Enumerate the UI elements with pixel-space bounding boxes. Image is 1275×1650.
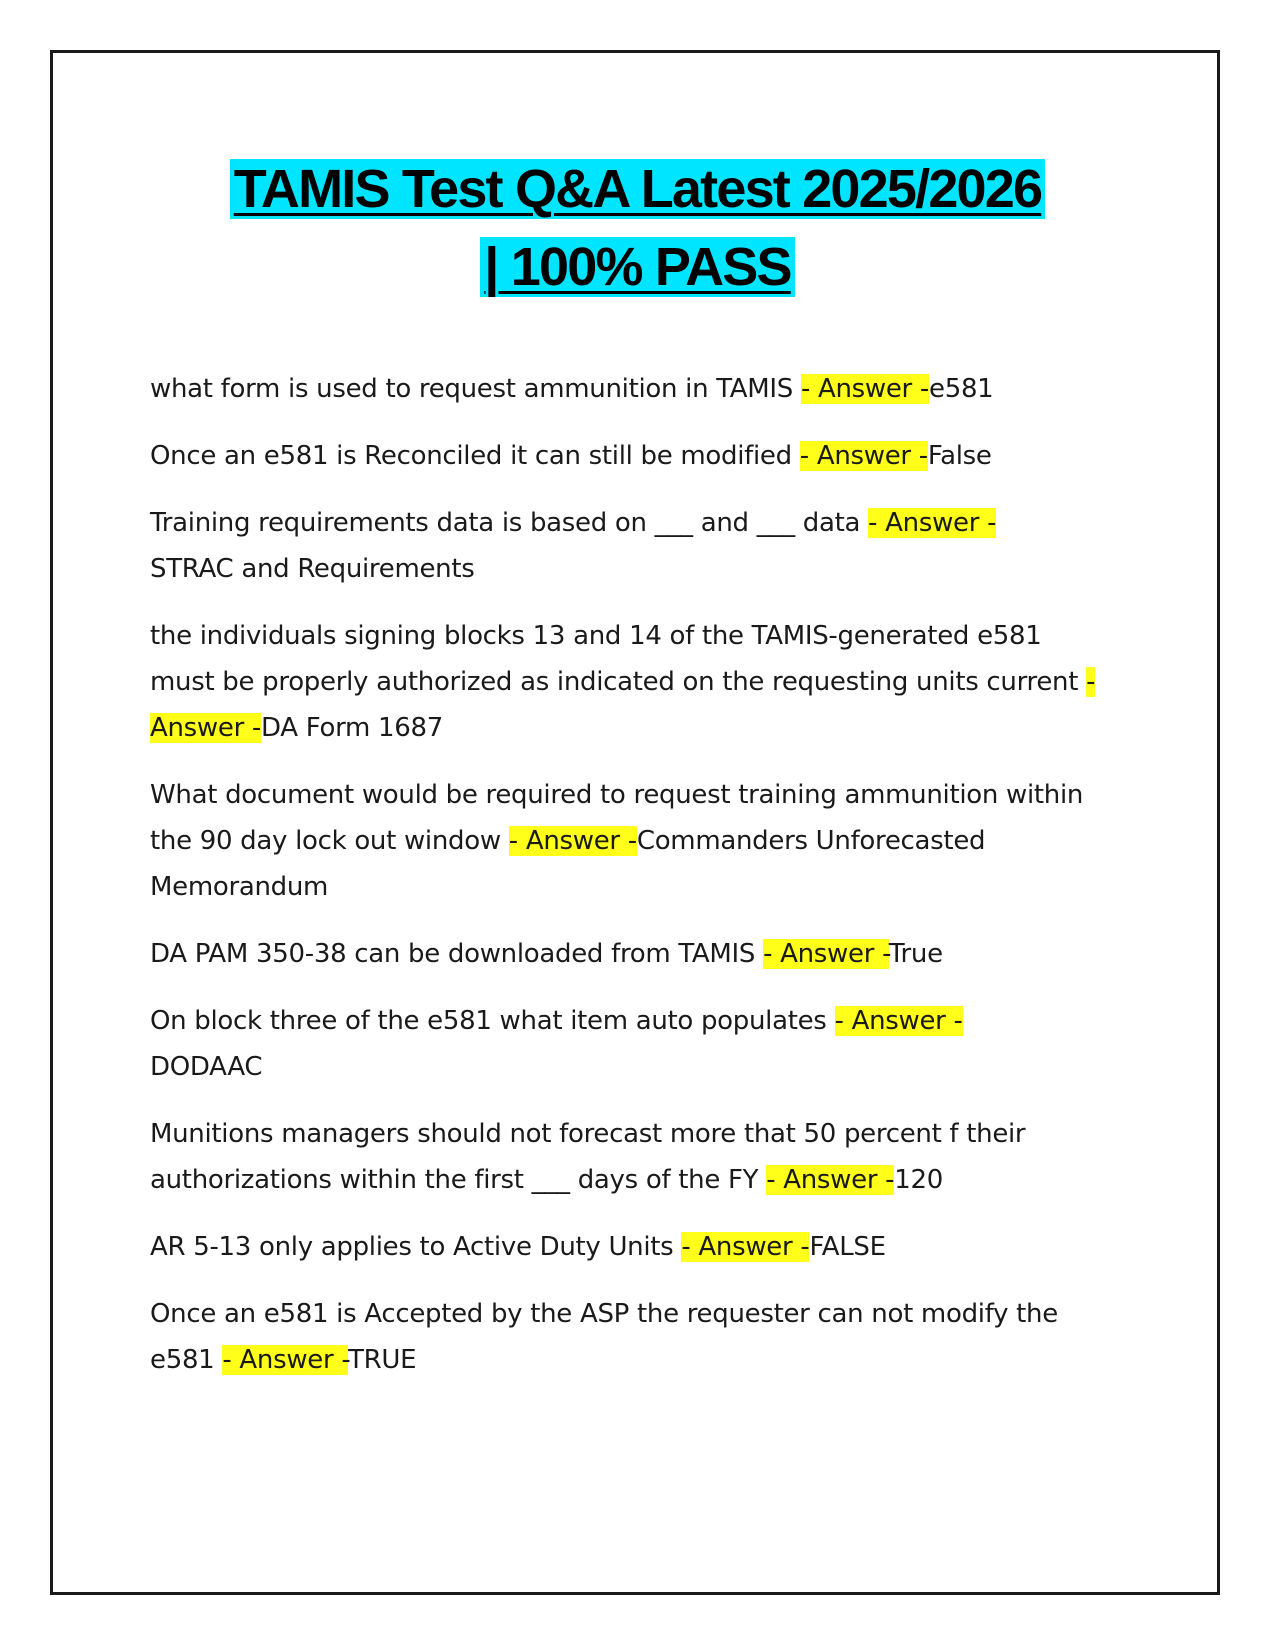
qa-item	[150, 1111, 1110, 1203]
qa-item	[150, 366, 1110, 412]
qa-item	[150, 1291, 1110, 1383]
question-text: Once an e581 is Reconciled it can still be modified	[150, 441, 800, 471]
answer-label: - Answer -	[868, 508, 997, 538]
answer-label: - Answer -	[799, 441, 928, 471]
answer-text: FALSE	[809, 1232, 886, 1262]
answer-label: - Answer -	[766, 1165, 895, 1195]
answer-text: True	[888, 939, 943, 969]
question-text: the individuals signing blocks 13 and 14 of the TAMIS-generated e581 must be properly authorized as indicated on the requesting units current	[150, 621, 1087, 697]
answer-text: DA Form 1687	[261, 713, 443, 743]
question-text: What document would be required to request training ammunition within the 90 day lock out window	[150, 780, 1084, 856]
answer-label: - Answer -	[681, 1232, 810, 1262]
answer-text: TRUE	[348, 1345, 417, 1375]
answer-text: 120	[894, 1165, 943, 1195]
qa-item	[150, 931, 1110, 977]
qa-item	[150, 1224, 1110, 1270]
question-text: DA PAM 350-38 can be downloaded from TAMIS	[150, 939, 764, 969]
title-line-1: TAMIS Test Q&A Latest 2025/2026	[230, 159, 1046, 219]
qa-item	[150, 433, 1110, 479]
answer-label: - Answer -	[834, 1006, 963, 1036]
qa-list	[150, 366, 1110, 1404]
qa-item	[150, 613, 1110, 751]
question-text: what form is used to request ammunition in TAMIS	[150, 374, 801, 404]
answer-text: False	[927, 441, 992, 471]
page-title	[0, 150, 1275, 306]
answer-text: STRAC and Requirements	[150, 554, 475, 584]
question-text: Once an e581 is Accepted by the ASP the requester can not modify the e581	[150, 1299, 1058, 1375]
answer-label: - Answer -	[800, 374, 929, 404]
question-text: AR 5-13 only applies to Active Duty Units	[150, 1232, 682, 1262]
answer-text: Commanders Unforecasted Memorandum	[150, 826, 986, 902]
qa-item	[150, 772, 1110, 910]
question-text: Training requirements data is based on ___ and ___ data	[150, 508, 869, 538]
qa-item	[150, 998, 1110, 1090]
answer-label: - Answer -	[508, 826, 637, 856]
question-text: On block three of the e581 what item auto populates	[150, 1006, 835, 1036]
answer-text: DODAAC	[150, 1052, 263, 1082]
answer-label: - Answer -	[222, 1345, 349, 1375]
answer-label: - Answer -	[763, 939, 889, 969]
question-text: Munitions managers should not forecast more that 50 percent f their authorizations within the first ___ days of the FY	[150, 1119, 1026, 1195]
title-line-2: | 100% PASS	[480, 237, 794, 297]
answer-text: e581	[929, 374, 994, 404]
qa-item	[150, 500, 1110, 592]
answer-label: - Answer -	[150, 667, 1096, 743]
